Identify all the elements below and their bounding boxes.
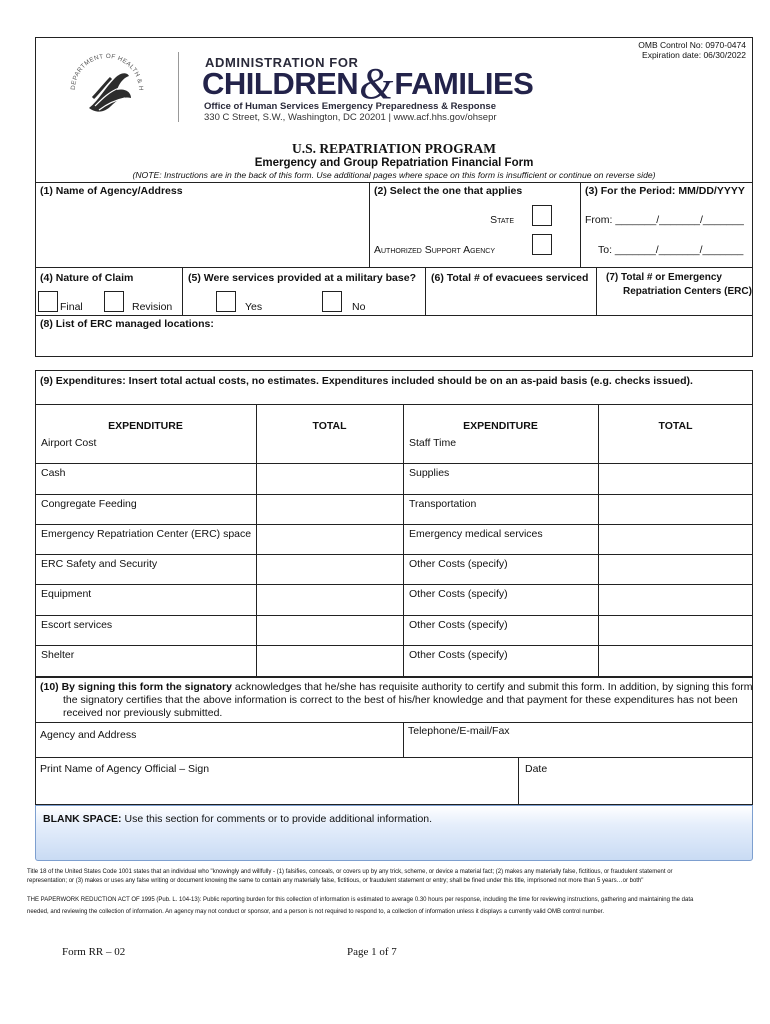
expenditure-left-label: Equipment [41, 588, 92, 601]
logo-divider [178, 52, 179, 122]
expenditure-left-label: Escort services [41, 618, 113, 631]
col-expenditure-right: EXPENDITURE [463, 420, 538, 432]
expenditure-left-total[interactable] [257, 617, 402, 644]
expenditure-right-label: Other Costs (specify) [409, 618, 508, 631]
legal-notice [27, 868, 757, 885]
expenditure-right-total[interactable] [599, 496, 752, 523]
expenditure-row-divider [35, 494, 753, 495]
expenditure-left-total[interactable] [257, 465, 402, 492]
rule-v-1-2 [369, 182, 370, 267]
footer-page-number: Page 1 of 7 [347, 946, 397, 958]
print-name-field[interactable]: Print Name of Agency Official – Sign [40, 763, 210, 775]
option-state-label: State [490, 214, 514, 226]
expenditure-right-label: Emergency medical services [409, 527, 543, 540]
no-label: No [352, 301, 366, 313]
revision-label: Revision [132, 301, 173, 313]
col-total-left: TOTAL [312, 420, 347, 432]
expenditure-right-total[interactable] [599, 526, 752, 553]
expenditure-left-label: Cash [41, 467, 66, 480]
expenditure-right-total[interactable] [599, 586, 752, 613]
expenditure-right-total[interactable] [599, 465, 752, 492]
section3-label: (3) For the Period: MM/DD/YYYY [585, 185, 745, 197]
authorized-agency-checkbox[interactable] [532, 234, 552, 255]
rule-row1-top [35, 182, 753, 183]
pra-line-1: THE PAPERWORK REDUCTION ACT OF 1995 (Pub. L. 104-13): Public reporting burden for this collection of information is estimated to average 0.30 hours per response, including the time for reviewing instructions, gathering and maintaining the data [27, 897, 694, 903]
form-note: (NOTE: Instructions are in the back of this form. Use additional pages where space on this form is insufficient or continue on reverse side) [132, 170, 656, 180]
rule-v-2-3 [580, 182, 581, 267]
no-checkbox[interactable] [322, 291, 342, 312]
expenditure-row-divider [35, 463, 753, 464]
expenditure-right-label: Supplies [409, 467, 450, 480]
expenditure-left-label: Congregate Feeding [41, 497, 137, 510]
rule-sig-2 [35, 757, 753, 758]
omb-control: OMB Control No: 0970-0474 [638, 40, 746, 50]
section10-lead: (10) By signing this form the signatory [40, 681, 232, 693]
col-total-right: TOTAL [658, 420, 693, 432]
yes-label: Yes [245, 301, 263, 313]
expenditure-left-label: Airport Cost [41, 437, 97, 449]
expenditure-left-label: ERC Safety and Security [41, 558, 158, 570]
rule-v-4-5 [182, 267, 183, 315]
legal-line-1: Title 18 of the United States Code 1001 states that an individual who "knowingly and willfully - (1) falsifies, conceals, or covers up by any trick, scheme, or device a material fact; (2) makes any materially false, fictitious, or fraudulent statement or [27, 869, 673, 875]
rule-v-5-6 [425, 267, 426, 315]
expenditure-row-divider [35, 524, 753, 525]
expenditure-row-divider [35, 584, 753, 585]
rule-sig-1 [35, 722, 753, 723]
expenditure-left-total[interactable] [257, 556, 402, 583]
expenditure-right-label: Other Costs (specify) [409, 588, 508, 601]
section5-label: (5) Were services provided at a military base? [188, 272, 416, 284]
pra-notice [27, 896, 757, 916]
rule-row4-top [35, 267, 753, 268]
blank-space-text [43, 813, 432, 825]
expenditure-right-total[interactable] [599, 617, 752, 644]
expiration-date: Expiration date: 06/30/2022 [642, 50, 746, 60]
section7-label-1: (7) Total # or Emergency [606, 272, 722, 283]
acf-children: CHILDREN [202, 66, 359, 101]
section4-label: (4) Nature of Claim [40, 272, 134, 284]
expenditure-left-total[interactable] [257, 586, 402, 613]
footer-form-id: Form RR – 02 [62, 946, 126, 958]
period-from[interactable]: From: _______/_______/_______ [585, 214, 744, 226]
blank-space-desc: Use this section for comments or to provide additional information. [121, 813, 433, 825]
acf-office: Office of Human Services Emergency Preparedness & Response [204, 101, 496, 112]
legal-line-2: representation; or (3) makes or uses any false writing or document knowing the same to contain any materially false, fictitious, or fraudulent statement or entry; shall be fined under this title, imprisoned not more than 5 years…or both" [27, 877, 644, 884]
acf-ampersand: & [359, 59, 394, 108]
acf-families: FAMILIES [394, 66, 534, 101]
expenditure-right-total[interactable] [599, 556, 752, 583]
acf-line1: ADMINISTRATION FOR [205, 55, 359, 70]
acf-address: 330 C Street, S.W., Washington, DC 20201 | www.acf.hhs.gov/ohsepr [204, 112, 497, 123]
section1-label: (1) Name of Agency/Address [40, 185, 183, 197]
final-label: Final [60, 301, 83, 313]
expenditure-right-label: Transportation [409, 497, 477, 510]
rule-sig-v2 [518, 757, 519, 805]
yes-checkbox[interactable] [216, 291, 236, 312]
col-expenditure-left: EXPENDITURE [108, 420, 183, 432]
hhs-seal-icon [65, 48, 149, 132]
section8-label: (8) List of ERC managed locations: [40, 318, 214, 330]
expenditure-left-total[interactable] [257, 526, 402, 553]
pra-line-2: needed, and reviewing the collection of information. An agency may not conduct or sponsor, and a person is not required to respond to, a collection of information unless it displays a currently valid OMB control number. [27, 908, 604, 915]
revision-checkbox[interactable] [104, 291, 124, 312]
section10-line1 [40, 681, 753, 693]
expenditure-row-divider [35, 615, 753, 616]
section7-label-2: Repatriation Centers (ERC) [623, 286, 752, 297]
expenditure-row-divider [35, 645, 753, 646]
expenditure-row-divider [35, 554, 753, 555]
expenditure-left-label: Emergency Repatriation Center (ERC) space [41, 527, 252, 540]
period-to[interactable]: To: _______/_______/_______ [598, 244, 744, 256]
expenditure-right-label: Other Costs (specify) [409, 648, 508, 661]
section6-label: (6) Total # of evacuees serviced [431, 272, 589, 284]
expenditure-right-total[interactable] [599, 435, 752, 462]
date-field[interactable]: Date [525, 763, 548, 775]
expenditure-left-label: Shelter [41, 648, 75, 661]
expenditure-left-total[interactable] [257, 496, 402, 523]
section10-text-1: acknowledges that he/she has requisite authority to certify and submit this form. In addition, by signing this form [231, 681, 753, 693]
svg-text:DEPARTMENT OF HEALTH & HUMAN S: DEPARTMENT OF HEALTH & H [69, 52, 145, 92]
blank-space-lead: BLANK SPACE: [43, 813, 122, 825]
state-checkbox[interactable] [532, 205, 552, 226]
agency-address-field[interactable]: Agency and Address [40, 729, 137, 741]
section10-line2: the signatory certifies that the above information is correct to the best of his/her knowledge and that payment for these expenditures has not been [63, 694, 738, 706]
rule-sig-v1 [403, 722, 404, 757]
rule-v-6-7 [596, 267, 597, 315]
final-checkbox[interactable] [38, 291, 58, 312]
expenditure-left-total[interactable] [257, 435, 402, 462]
expenditure-right-total[interactable] [599, 647, 752, 674]
section10-line3: received nor previously submitted. [63, 707, 223, 719]
rule-exp-v2 [403, 404, 404, 677]
expenditure-left-total[interactable] [257, 647, 402, 674]
option-authorized-label: Authorized Support Agency [374, 244, 496, 256]
section9-label: (9) Expenditures: Insert total actual costs, no estimates. Expenditures included should be on an as-paid basis (e.g. checks issued). [40, 375, 693, 387]
expenditure-right-label: Staff Time [409, 437, 457, 449]
form-title: Emergency and Group Repatriation Financial Form [254, 157, 534, 169]
expenditure-right-label: Other Costs (specify) [409, 558, 508, 570]
rule-exp-header [35, 404, 753, 405]
section2-label: (2) Select the one that applies [374, 185, 523, 197]
rule-row8-top [35, 315, 753, 316]
telephone-field[interactable]: Telephone/E-mail/Fax [408, 725, 510, 737]
program-title: U.S. REPATRIATION PROGRAM [291, 141, 496, 156]
